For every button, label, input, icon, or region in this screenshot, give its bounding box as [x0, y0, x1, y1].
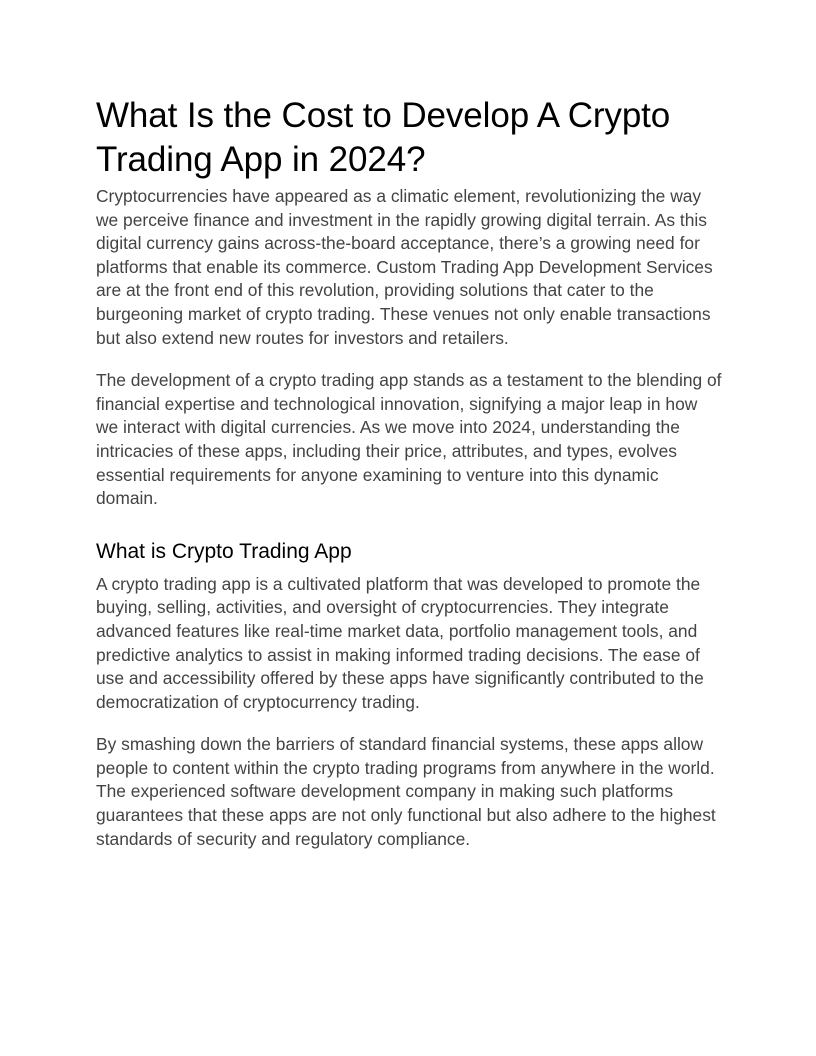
section-paragraph-2: By smashing down the barriers of standard financial systems, these apps allow people to content within the crypto trading programs from anywhere in the world. The experienced software development company in making such platforms guarantees that these apps are not only functional but also adhere to the highest standards of security and regulatory compliance.	[96, 734, 716, 849]
document-title: What Is the Cost to Develop A Crypto Trading App in 2024?	[96, 96, 671, 179]
intro-paragraph-2: The development of a crypto trading app stands as a testament to the blending of financial expertise and technological innovation, signifying a major leap in how we interact with digital currencies. As we move into 2024, understanding the intricacies of these apps, including their price, attributes, and types, evolves essential requirements for anyone examining to venture into this dynamic domain.	[96, 370, 722, 509]
document-page	[96, 94, 724, 851]
intro-paragraph-1: Cryptocurrencies have appeared as a climatic element, revolutionizing the way we perceive finance and investment in the rapidly growing digital terrain. As this digital currency gains across-the-board acceptance, there’s a growing need for platforms that enable its commerce. Custom Trading App Development Services are at the front end of this revolution, providing solutions that cater to the burgeoning market of crypto trading. These venues not only enable transactions but also extend new routes for investors and retailers.	[96, 186, 713, 348]
section-heading: What is Crypto Trading App	[96, 539, 352, 563]
section-paragraph-1: A crypto trading app is a cultivated platform that was developed to promote the buying, selling, activities, and oversight of cryptocurrencies. They integrate advanced features like real-time market data, portfolio management tools, and predictive analytics to assist in making informed trading decisions. The ease of use and accessibility offered by these apps have significantly contributed to the democratization of cryptocurrency trading.	[96, 573, 704, 712]
